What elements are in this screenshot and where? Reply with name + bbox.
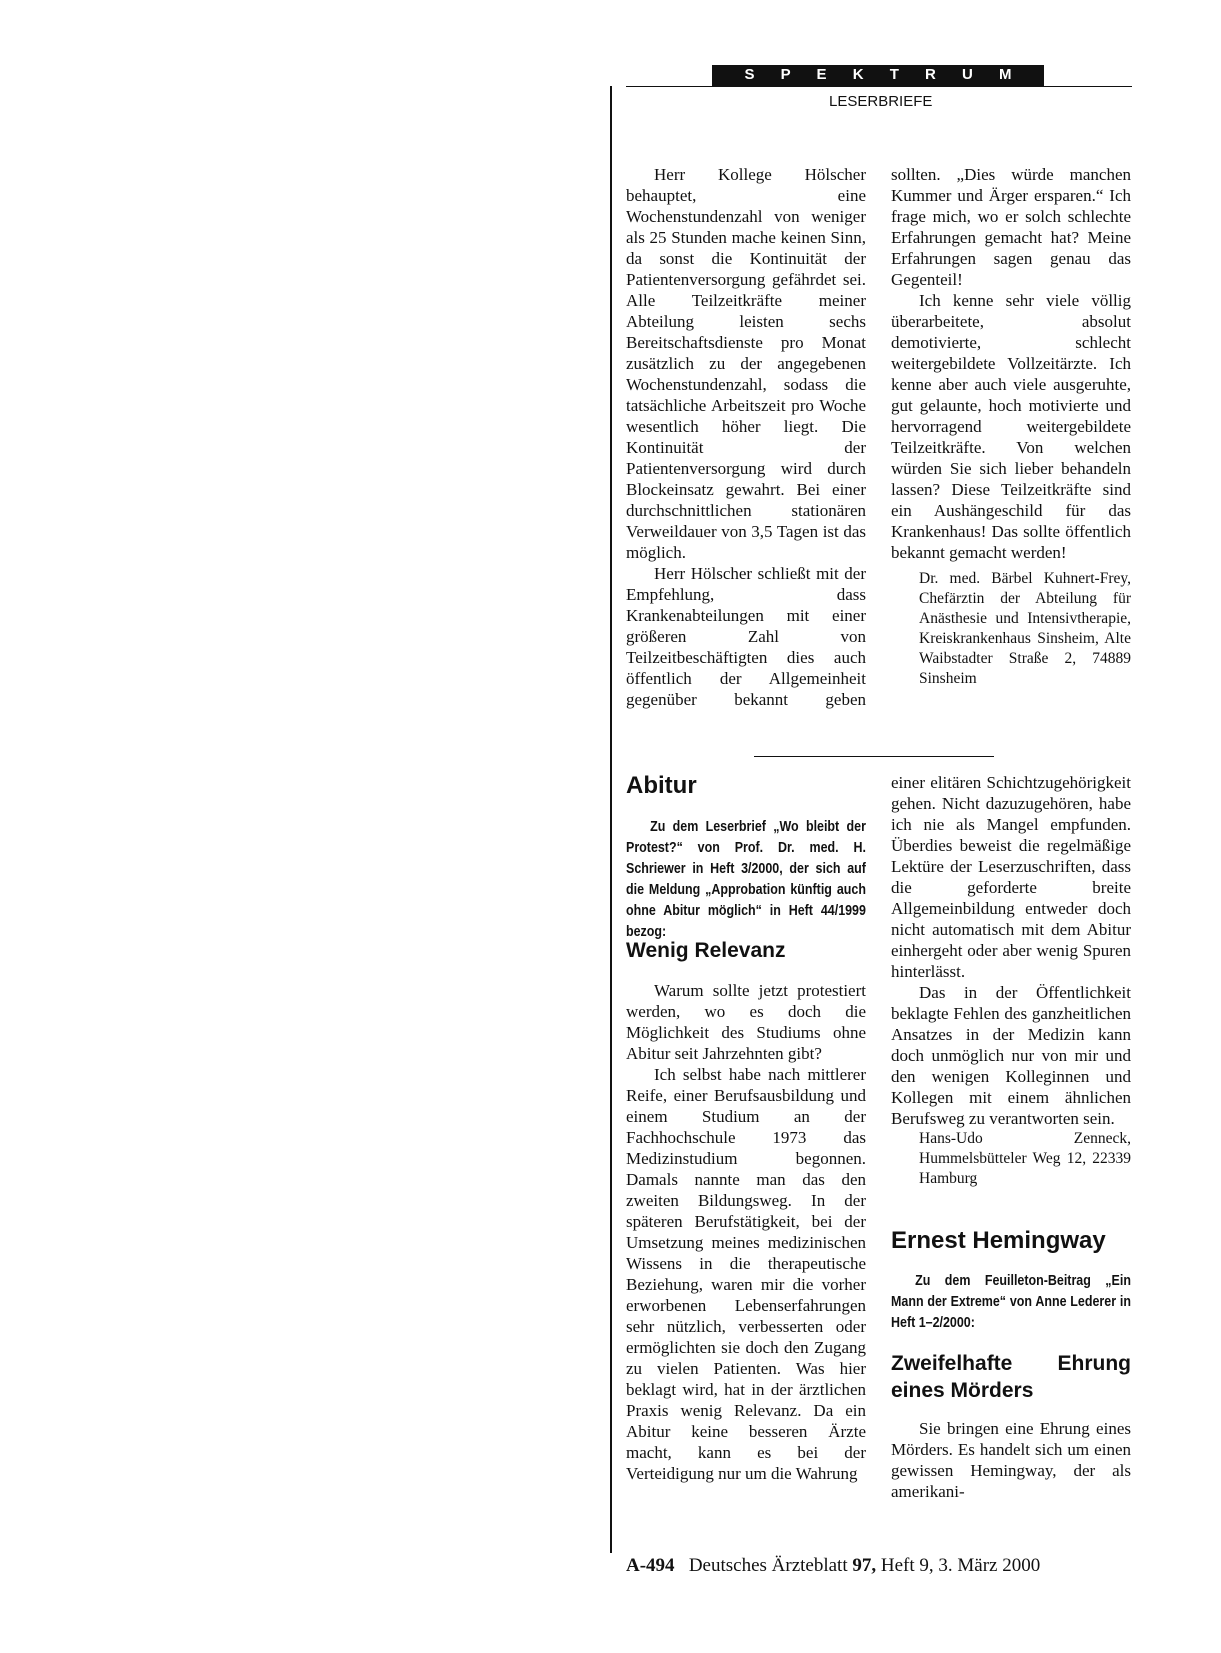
- section-title: S P E K T R U M: [744, 66, 1023, 83]
- section-banner: [712, 65, 1044, 86]
- letter2-headline: Abitur: [626, 772, 697, 799]
- letter2-column-2: [891, 772, 1131, 1502]
- letter3-intro: Zu dem Feuilleton-Beitrag „Ein Mann der Extreme“ von Anne Lederer in Heft 1–2/2000:: [891, 1273, 1131, 1331]
- intro-wrapper: [626, 817, 866, 940]
- paragraph: Warum sollte jetzt protestiert werden, wo es doch die Möglichkeit des Studiums ohne Abitur seit Jahrzehnten gibt?: [626, 981, 866, 1063]
- volume-number: 97,: [852, 1555, 877, 1576]
- letter2-signature: Hans-Udo Zenneck, Hummelsbütteler Weg 12, 22339 Hamburg: [919, 1130, 1131, 1187]
- letter2-intro: Zu dem Leserbrief „Wo bleibt der Protest?“ von Prof. Dr. med. H. Schriewer in Heft 3/2000, der sich auf die Meldung „Approbation künftig auch ohne Abitur möglich“ in Heft 44/1999 bezog:: [626, 819, 866, 940]
- paragraph: Herr Kollege Hölscher behauptet, eine Wochenstundenzahl von weniger als 25 Stunden mache keinen Sinn, da sonst die Kontinuität der Patientenversorgung gefährdet sei. Alle Teilzeitkräfte meiner Abteilung leisten sechs Bereitschaftsdienste pro Monat zusätzlich zu der angegebenen Wochenstundenzahl, sodass die tatsächliche Arbeitszeit pro Woche wesentlich höher liegt. Die Kontinuität der Patientenversorgung wird durch Blockeinsatz gewahrt. Bei einer durchschnittlichen stationären Verweildauer von 3,5 Tagen ist das möglich.: [626, 165, 866, 562]
- letter3-subhead: Zweifelhafte Ehrung eines Mörders: [891, 1352, 1131, 1402]
- letter1-signature: Dr. med. Bärbel Kuhnert-Frey, Chefärztin der Abteilung für Anästhesie und Intensivtherapie, Kreiskrankenhaus Sinsheim, Alte Waibstadter Straße 2, 74889 Sinsheim: [919, 570, 1131, 687]
- letter-separator: [754, 756, 994, 757]
- column-divider: [610, 86, 612, 1553]
- page-footer: [626, 1555, 1040, 1577]
- paragraph: Ich selbst habe nach mittlerer Reife, einer Berufsausbildung und einem Studium an der Fachhochschule 1973 das Medizinstudium begonnen. Damals nannte man das den zweiten Bildungsweg. In der späteren Berufstätigkeit, bei der Umsetzung meines medizinischen Wissens in die therapeutische Beziehung, waren mir die vorher erworbenen Lebenserfahrungen sehr nützlich, verbesserten oder ermöglichten sie doch den Zugang zu vielen Patienten. Was hier beklagt wird, hat in der ärztlichen Praxis wenig Relevanz. Da ein Abitur keine besseren Ärzte macht, kann es bei der Verteidigung nur um die Wahrung: [626, 1065, 866, 1483]
- paragraph: einer elitären Schichtzugehörigkeit gehen. Nicht dazuzugehören, habe ich nie als Mangel empfunden. Überdies beweist die regelmäßige Lektüre der Leserzuschriften, dass die geforderte breite Allgemeinbildung entweder doch nicht automatisch mit dem Abitur einhergeht oder aber wenig Spuren hinterlässt.: [891, 773, 1131, 981]
- header-divider: [626, 86, 1132, 87]
- paragraph: Ich kenne sehr viele völlig überarbeitete, absolut demotivierte, schlecht weitergebildete Vollzeitärzte. Ich kenne aber auch viele ausgeruhte, gut gelaunte, hoch motivierte und hervorragend weitergebildete Teilzeitkräfte. Von welchen würden Sie sich lieber behandeln lassen? Diese Teilzeitkräfte sind ein Aushängeschild für das Krankenhaus! Das sollte öffentlich bekannt gemacht werden!: [891, 291, 1131, 562]
- letter2-subhead: Wenig Relevanz: [626, 939, 786, 962]
- subsection-title: LESERBRIEFE: [829, 93, 933, 110]
- letter1-column-2: [891, 164, 1131, 689]
- journal-name: Deutsches Ärzteblatt: [688, 1555, 848, 1576]
- letter2-column-1: [626, 772, 866, 1484]
- paragraph: sollten. „Dies würde manchen Kummer und Ärger ersparen.“ Ich frage mich, wo er solch schlechte Erfahrungen gemacht hat? Meine Erfahrungen sagen genau das Gegenteil!: [891, 165, 1131, 289]
- paragraph: Herr Hölscher schließt mit der Empfehlung, dass Krankenabteilungen mit einer größeren Zahl von Teilzeitbeschäftigten dies auch öffentlich der Allgemeinheit gegenüber bekannt geben: [626, 564, 866, 709]
- intro-wrapper: [891, 1271, 1131, 1335]
- letter3-headline: Ernest Hemingway: [891, 1227, 1106, 1254]
- paragraph: Sie bringen eine Ehrung eines Mörders. Es handelt sich um einen gewissen Hemingway, der als amerikani-: [891, 1419, 1131, 1501]
- issue-info: Heft 9, 3. März 2000: [880, 1555, 1041, 1576]
- page-number: A-494: [626, 1555, 675, 1576]
- letter1-column-1: [626, 164, 866, 710]
- paragraph: Das in der Öffentlichkeit beklagte Fehlen des ganzheitlichen Ansatzes in der Medizin kann doch unmöglich nur von mir und den wenigen Kolleginnen und Kollegen mit einem ähnlichen Berufsweg zu verantworten sein.: [891, 983, 1131, 1128]
